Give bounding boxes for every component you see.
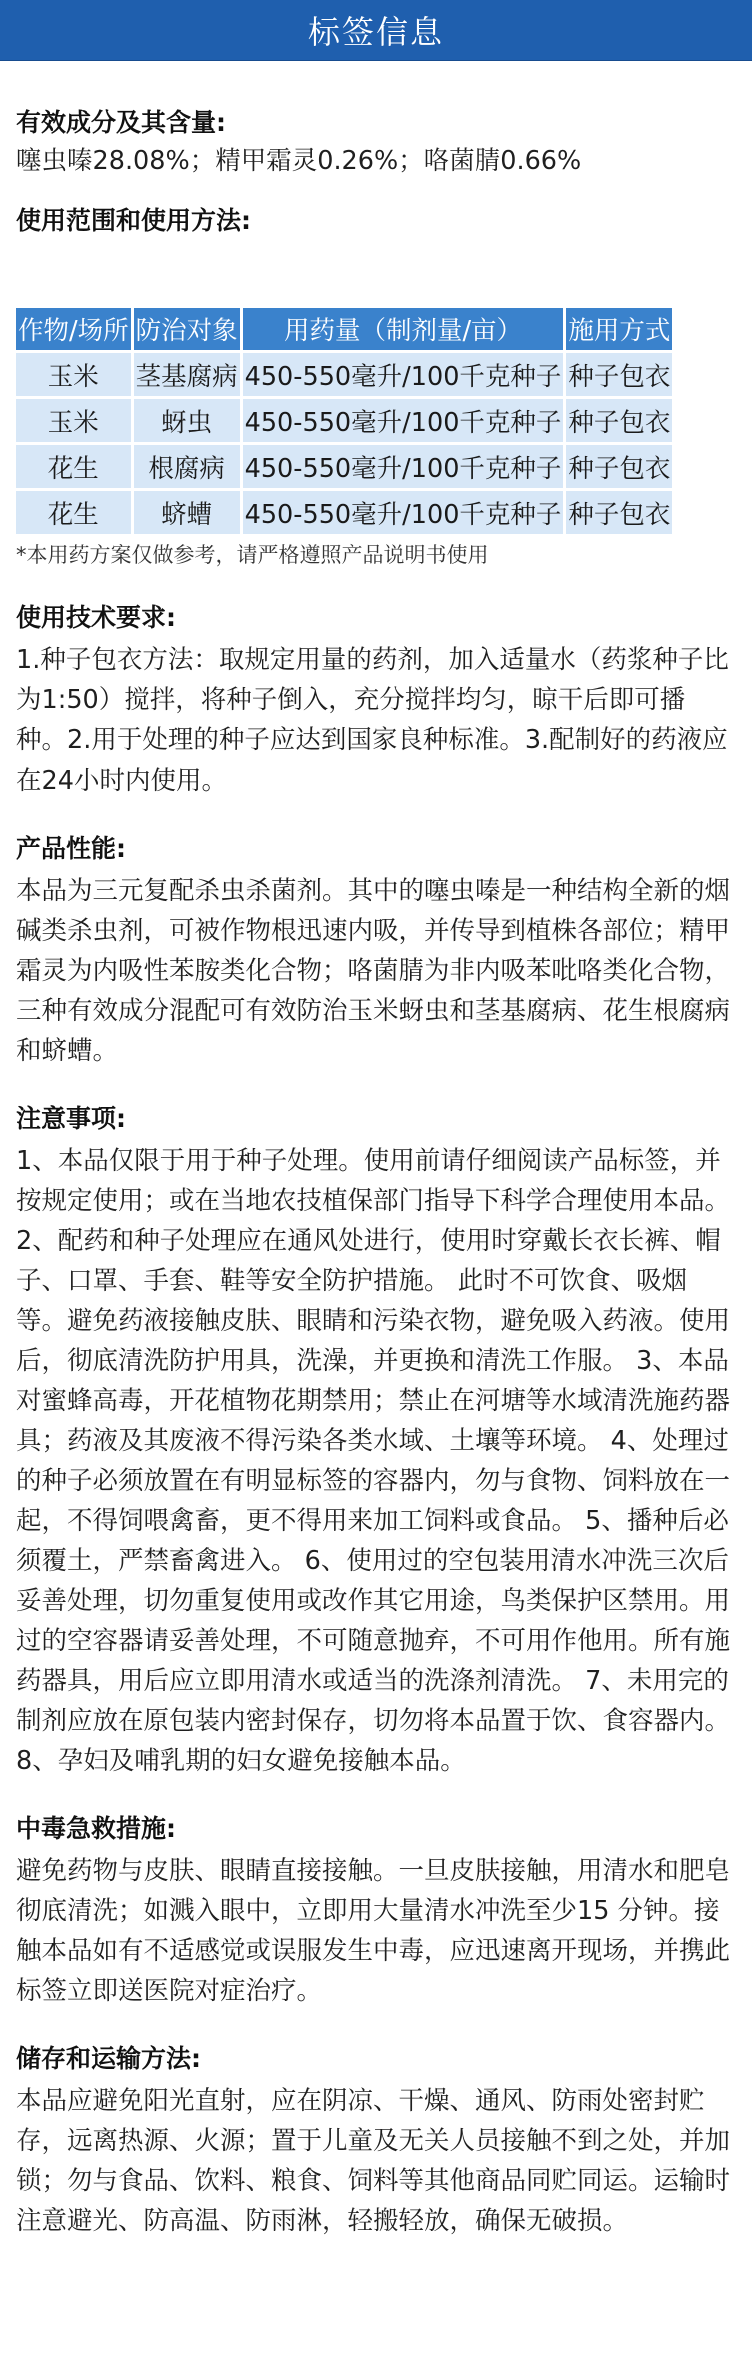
cell-method: 种子包衣	[566, 445, 672, 488]
ingredients-title: 有效成分及其含量:	[16, 108, 226, 137]
cell-crop: 玉米	[16, 399, 131, 442]
technique-text: 1.种子包衣方法：取规定用量的药剂，加入适量水（药浆种子比为1:50）搅拌，将种子倒入，充分搅拌均匀，晾干后即可播种。2.用于处理的种子应达到国家良种标准。3.配制好的药液应在24小时内使用。	[16, 645, 729, 796]
page-title: 标签信息	[307, 13, 444, 51]
table-row	[16, 353, 672, 396]
cell-crop: 玉米	[16, 353, 131, 396]
cell-crop: 花生	[16, 445, 131, 488]
label-content	[0, 61, 752, 2241]
table-header-row	[16, 308, 672, 350]
precautions-text: 1、本品仅限于用于种子处理。使用前请仔细阅读产品标签，并按规定使用；或在当地农技植保部门指导下科学合理使用本品。 2、配药和种子处理应在通风处进行，使用时穿戴长衣长裤、帽子、口罩、手套、鞋等安全防护措施。 此时不可饮食、吸烟等。避免药液接触皮肤、眼睛和污染衣物，避免吸入药液。使用后，彻底清洗防护用具，洗澡，并更换和清洗工作服。 3、本品对蜜蜂高毒，开花植物花期禁用；禁止在河塘等水域清洗施药器具；药液及其废液不得污染各类水域、土壤等环境。 4、处理过的种子必须放置在有明显标签的容器内，勿与食物、饲料放在一起，不得饲喂禽畜，更不得用来加工饲料或食品。 5、播种后必须覆土，严禁畜禽进入。 6、使用过的空包装用清水冲洗三次后妥善处理，切勿重复使用或改作其它用途，鸟类保护区禁用。用过的空容器请妥善处理，不可随意抛弃，不可用作他用。所有施药器具，用后应立即用清水或适当的洗涤剂清洗。 7、未用完的制剂应放在原包装内密封保存，切勿将本品置于饮、食容器内。 8、孕妇及哺乳期的妇女避免接触本品。	[16, 1145, 731, 1777]
table-row	[16, 491, 672, 534]
dosage-table	[13, 305, 675, 537]
table-row	[16, 399, 672, 442]
firstaid-section	[16, 1809, 736, 2011]
firstaid-text: 避免药物与皮肤、眼睛直接接触。一旦皮肤接触，用清水和肥皂彻底清洗；如溅入眼中，立即用大量清水冲洗至少15 分钟。接触本品如有不适感觉或误服发生中毒，应迅速离开现场，并携此标签立即送医院对症治疗。	[16, 1856, 731, 2007]
cell-target: 茎基腐病	[134, 353, 240, 396]
col-header-crop: 作物/场所	[16, 308, 131, 350]
precautions-section	[16, 1099, 736, 1782]
precautions-title: 注意事项:	[16, 1103, 126, 1133]
cell-method: 种子包衣	[566, 353, 672, 396]
ingredients-text: 噻虫嗪28.08%；精甲霜灵0.26%；咯菌腈0.66%	[16, 146, 582, 176]
firstaid-title: 中毒急救措施:	[16, 1814, 176, 1844]
cell-method: 种子包衣	[566, 491, 672, 534]
usage-title: 使用范围和使用方法:	[16, 206, 251, 236]
col-header-method: 施用方式	[566, 308, 672, 350]
cell-dosage: 450-550毫升/100千克种子	[243, 353, 564, 396]
storage-title: 储存和运输方法:	[16, 2044, 201, 2074]
col-header-dosage: 用药量（制剂量/亩）	[243, 308, 564, 350]
cell-target: 根腐病	[134, 445, 240, 488]
storage-text: 本品应避免阳光直射，应在阴凉、干燥、通风、防雨处密封贮存，远离热源、火源；置于儿童及无关人员接触不到之处，并加锁；勿与食品、饮料、粮食、饲料等其他商品同贮同运。运输时注意避光、防高温、防雨淋，轻搬轻放，确保无破损。	[16, 2086, 731, 2237]
cell-dosage: 450-550毫升/100千克种子	[243, 399, 564, 442]
performance-text: 本品为三元复配杀虫杀菌剂。其中的噻虫嗪是一种结构全新的烟碱类杀虫剂，可被作物根迅速内吸，并传导到植株各部位；精甲霜灵为内吸性苯胺类化合物；咯菌腈为非内吸苯吡咯类化合物，三种有效成分混配可有效防治玉米蚜虫和茎基腐病、花生根腐病和蛴螬。	[16, 875, 731, 1066]
cell-target: 蚜虫	[134, 399, 240, 442]
storage-section	[16, 2039, 736, 2241]
cell-dosage: 450-550毫升/100千克种子	[243, 491, 564, 534]
technique-section	[16, 598, 736, 800]
table-row	[16, 445, 672, 488]
cell-crop: 花生	[16, 491, 131, 534]
performance-section	[16, 829, 736, 1071]
dosage-table-wrap	[16, 305, 736, 537]
ingredients-section	[16, 61, 736, 181]
usage-section	[16, 201, 736, 570]
technique-title: 使用技术要求:	[16, 603, 176, 633]
cell-target: 蛴螬	[134, 491, 240, 534]
cell-dosage: 450-550毫升/100千克种子	[243, 445, 564, 488]
header-bar	[0, 0, 752, 61]
usage-note: *本用药方案仅做参考，请严格遵照产品说明书使用	[16, 543, 489, 568]
performance-title: 产品性能:	[16, 833, 126, 863]
col-header-target: 防治对象	[134, 308, 240, 350]
cell-method: 种子包衣	[566, 399, 672, 442]
